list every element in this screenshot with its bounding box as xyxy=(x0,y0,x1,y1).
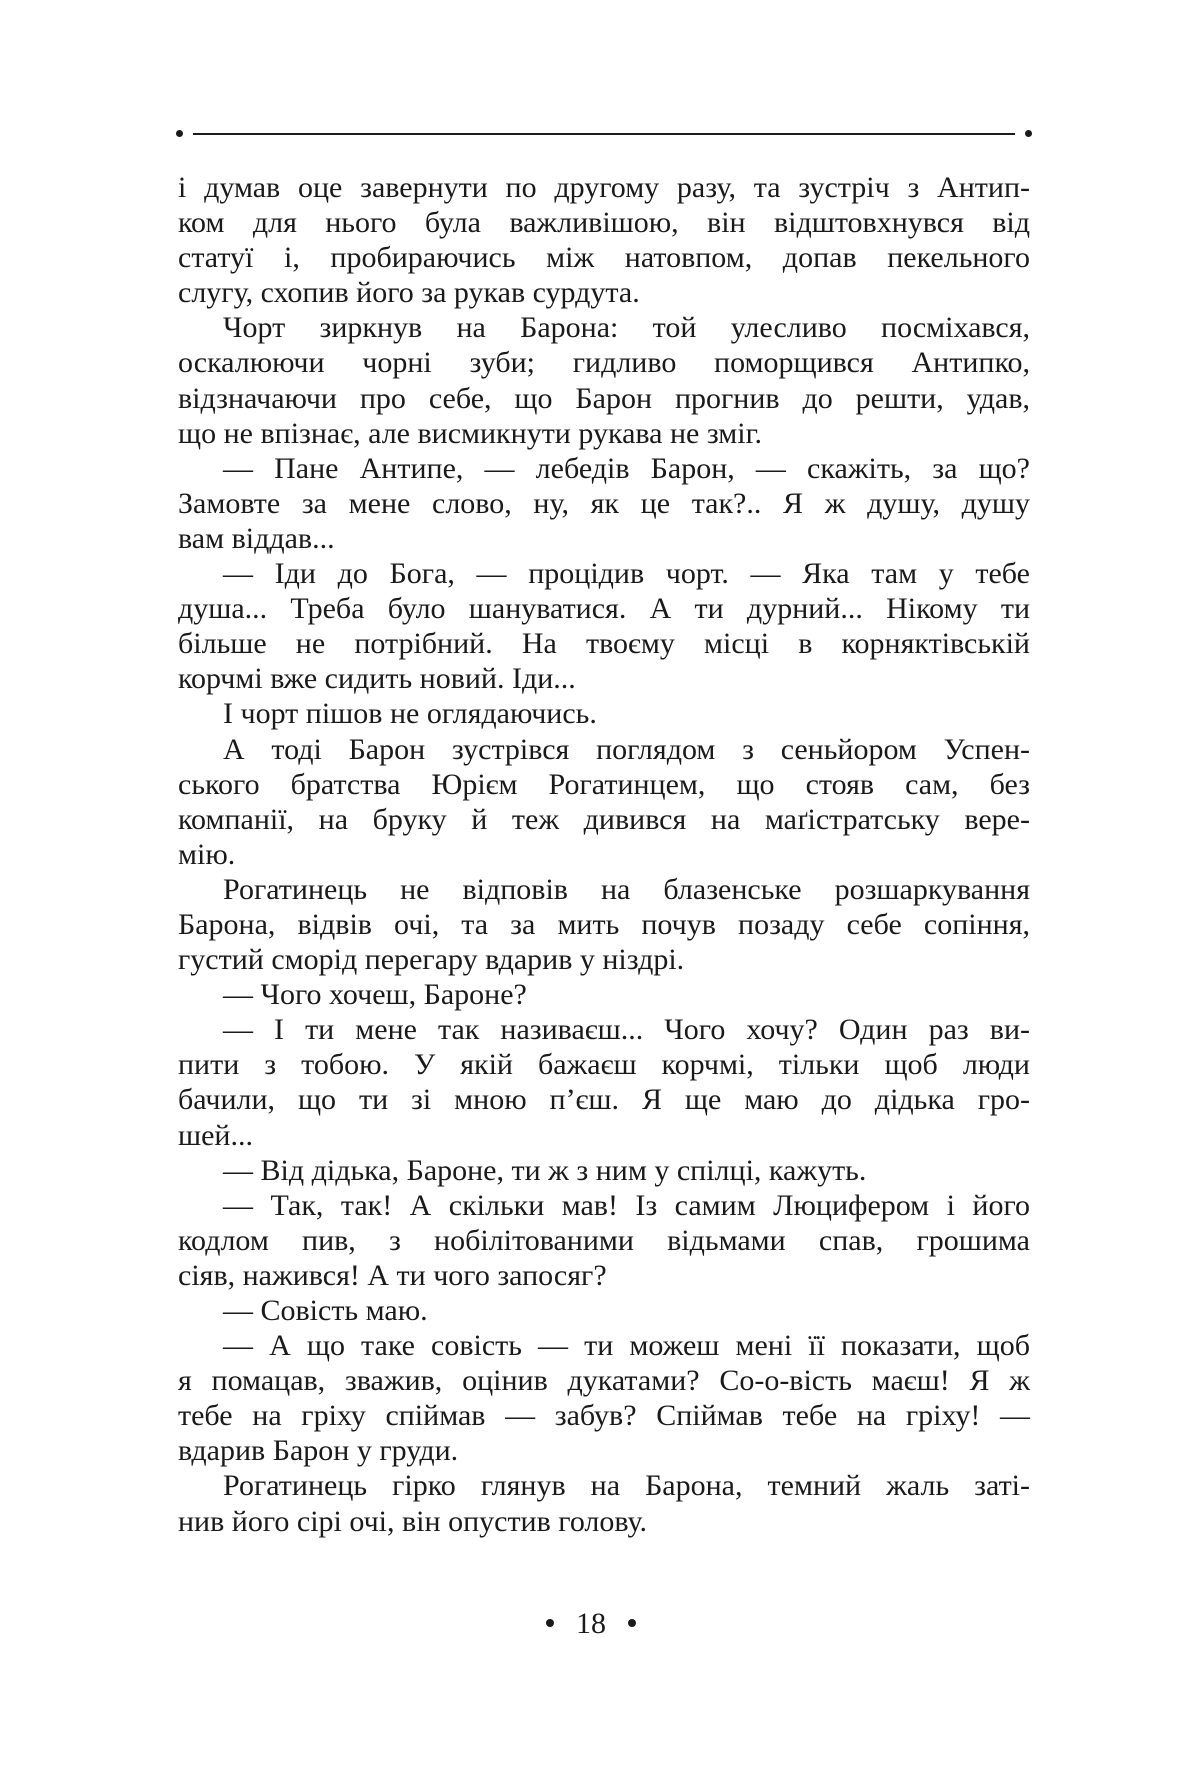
text-line: статуї і, пробираючись між натовпом, допав пекельного xyxy=(178,241,1030,275)
text-line: сіяв, нажився! А ти чого запосяг? xyxy=(178,1258,607,1292)
footer-right-bullet-icon xyxy=(628,1619,636,1627)
text-line: душа... Треба було шануватися. А ти дурний... Нікому ти xyxy=(178,592,1030,626)
page-footer xyxy=(0,1606,1182,1642)
text-line: Рогатинець гірко глянув на Барона, темний жаль заті- xyxy=(223,1469,1030,1503)
text-line: ського братства Юрієм Рогатинцем, що стояв сам, без xyxy=(178,767,1030,801)
text-line: компанії, на бруку й теж дивився на маґістратську вере- xyxy=(178,802,1030,836)
text-line: А тоді Барон зустрівся поглядом з сеньйором Успен- xyxy=(223,732,1030,766)
text-line: тебе на гріху спіймав — забув? Спіймав тебе на гріху! — xyxy=(178,1399,1030,1433)
text-line: шей... xyxy=(178,1118,253,1152)
text-line: — Совість маю. xyxy=(223,1294,428,1327)
text-line: відзначаючи про себе, що Барон прогнив до решти, удав, xyxy=(178,381,1030,415)
text-line: мію. xyxy=(178,837,236,871)
text-line: — Пане Антипе, — лебедів Барон, — скажіть, за що? xyxy=(223,451,1030,485)
text-line: — Іди до Бога, — процідив чорт. — Яка там у тебе xyxy=(223,557,1030,591)
header-right-bullet-icon xyxy=(1025,130,1032,137)
text-line: — Так, так! А скільки мав! Із самим Люцифером і його xyxy=(223,1188,1030,1222)
text-line: більше не потрібний. На твоєму місці в корняктівській xyxy=(178,627,1030,661)
text-line: і думав оце завернути по другому разу, та зустріч з Антип- xyxy=(178,171,1030,204)
text-line: вдарив Барон у груди. xyxy=(178,1434,459,1468)
text-line: що не впізнає, але висмикнути рукава не зміг. xyxy=(178,416,763,450)
body-text xyxy=(178,170,1030,1539)
text-line: корчмі вже сидить новий. Іди... xyxy=(178,662,576,696)
text-line: бачили, що ти зі мною п’єш. Я ще маю до дідька гро- xyxy=(178,1083,1030,1117)
text-line: Чорт зиркнув на Барона: той улесливо посміхався, xyxy=(223,311,1030,345)
text-line: слугу, схопив його за рукав сурдута. xyxy=(178,276,640,310)
text-line: я помацав, зважив, оцінив дукатами? Со-о-вість маєш! Я ж xyxy=(178,1364,1030,1398)
header-left-bullet-icon xyxy=(176,130,183,137)
text-line: пити з тобою. У якій бажаєш корчмі, тільки щоб люди xyxy=(178,1048,1030,1082)
text-line: нив його сірі очі, він опустив голову. xyxy=(178,1504,648,1538)
text-line: густий сморід перегару вдарив у ніздрі. xyxy=(178,943,685,977)
text-line: Замовте за мене слово, ну, як це так?.. Я ж душу, душу xyxy=(178,486,1030,520)
text-line: — Чого хочеш, Бароне? xyxy=(223,978,527,1012)
text-line: кодлом пив, з нобілітованими відьмами спав, грошима xyxy=(178,1223,1030,1257)
text-line: Рогатинець не відповів на блазенське розшаркування xyxy=(223,872,1030,906)
text-line: І чорт пішов не оглядаючись. xyxy=(223,697,597,731)
text-line: ком для нього була важливішою, він відштовхнувся від xyxy=(178,206,1030,240)
text-line: вам віддав... xyxy=(178,521,335,555)
text-line: — І ти мене так називаєш... Чого хочу? Один раз ви- xyxy=(223,1013,1030,1047)
text-line: оскалюючи чорні зуби; гидливо поморщився Антипко, xyxy=(178,346,1030,380)
text-line: — А що таке совість — ти можеш мені її показати, щоб xyxy=(223,1329,1030,1363)
page-number: 18 xyxy=(576,1607,606,1640)
header-line xyxy=(193,133,1015,135)
text-line: — Від дідька, Бароне, ти ж з ним у спілці, кажуть. xyxy=(223,1153,867,1187)
header-rule xyxy=(176,127,1032,141)
text-line: Барона, відвів очі, та за мить почув позаду себе сопіння, xyxy=(178,907,1030,941)
footer-left-bullet-icon xyxy=(546,1619,554,1627)
